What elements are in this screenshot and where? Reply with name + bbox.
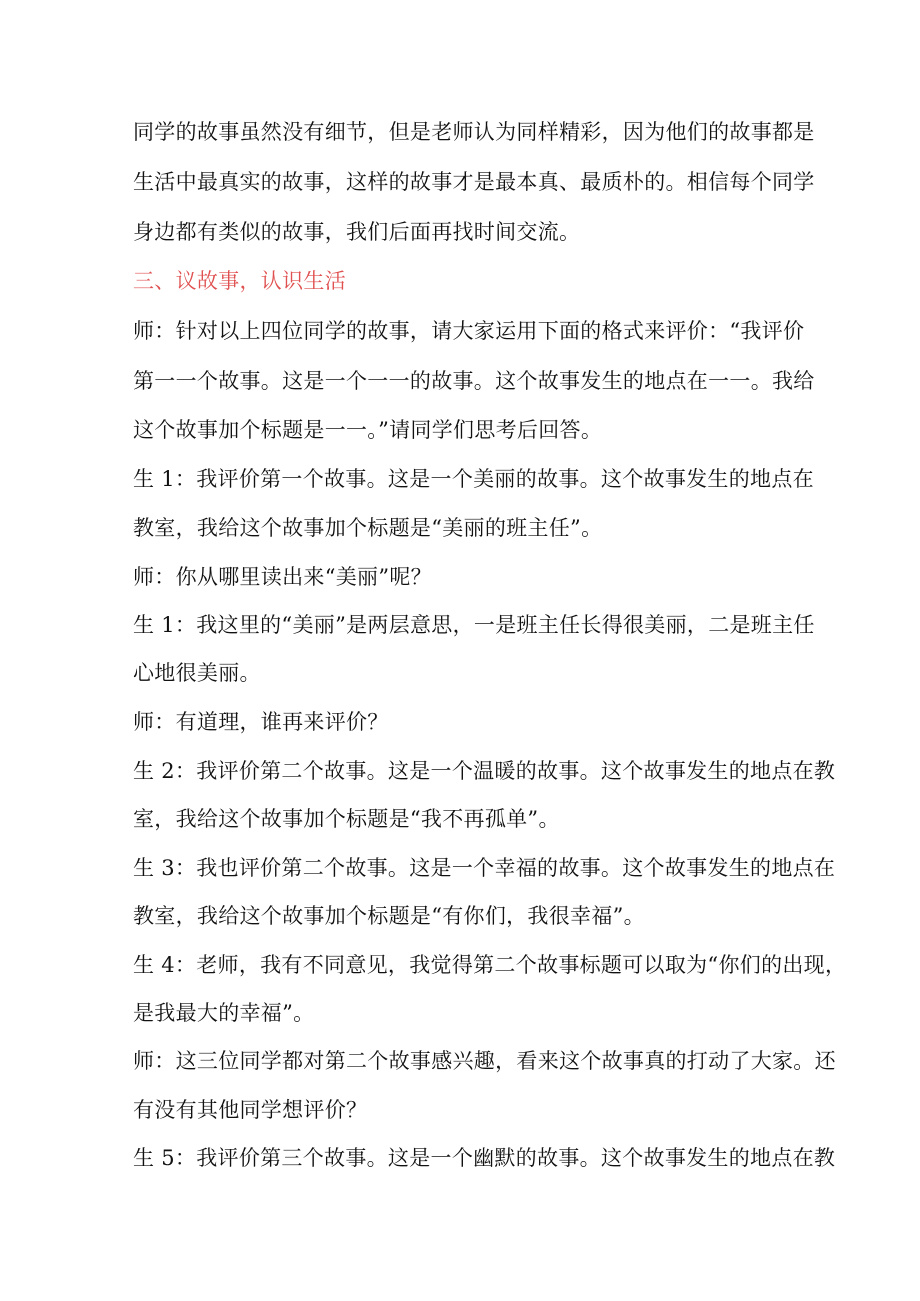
paragraph-line-1: 同学的故事虽然没有细节，但是老师认为同样精彩，因为他们的故事都是	[133, 120, 815, 144]
paragraph-line-21: 有没有其他同学想评价？	[133, 1098, 368, 1122]
paragraph-line-6: 第一一个故事。这是一个一一的故事。这个故事发生的地点在一一。我给	[133, 369, 815, 393]
paragraph-line-16: 生 3：我也评价第二个故事。这是一个幸福的故事。这个故事发生的地点在	[133, 856, 836, 880]
paragraph-line-3: 身边都有类似的故事，我们后面再找时间交流。	[133, 220, 581, 244]
paragraph-line-9: 教室，我给这个故事加个标题是“美丽的班主任”。	[133, 516, 603, 540]
paragraph-line-15: 室，我给这个故事加个标题是“我不再孤单”。	[133, 807, 560, 831]
paragraph-line-5: 师：针对以上四位同学的故事，请大家运用下面的格式来评价：“我评价	[133, 319, 805, 343]
paragraph-line-7: 这个故事加个标题是一一。”请同学们思考后回答。	[133, 418, 603, 442]
paragraph-line-19: 是我最大的幸福”。	[133, 1001, 315, 1025]
paragraph-line-11: 生 1：我这里的“美丽”是两层意思，一是班主任长得很美丽，二是班主任	[133, 613, 815, 637]
paragraph-line-14: 生 2：我评价第二个故事。这是一个温暖的故事。这个故事发生的地点在教	[133, 759, 836, 783]
paragraph-line-10: 师：你从哪里读出来“美丽”呢？	[133, 565, 432, 589]
paragraph-line-8: 生 1：我评价第一个故事。这是一个美丽的故事。这个故事发生的地点在	[133, 467, 814, 491]
paragraph-line-2: 生活中最真实的故事，这样的故事才是最本真、最质朴的。相信每个同学	[133, 170, 815, 194]
section-heading: 三、议故事，认识生活	[133, 269, 346, 293]
paragraph-line-20: 师：这三位同学都对第二个故事感兴趣，看来这个故事真的打动了大家。还	[133, 1049, 836, 1073]
paragraph-line-13: 师：有道理，谁再来评价？	[133, 710, 389, 734]
paragraph-line-18: 生 4：老师，我有不同意见，我觉得第二个故事标题可以取为“你们的出现，	[133, 953, 847, 977]
paragraph-line-12: 心地很美丽。	[133, 661, 261, 685]
paragraph-line-17: 教室，我给这个故事加个标题是“有你们，我很幸福”。	[133, 904, 645, 928]
paragraph-line-22: 生 5：我评价第三个故事。这是一个幽默的故事。这个故事发生的地点在教	[133, 1146, 836, 1170]
